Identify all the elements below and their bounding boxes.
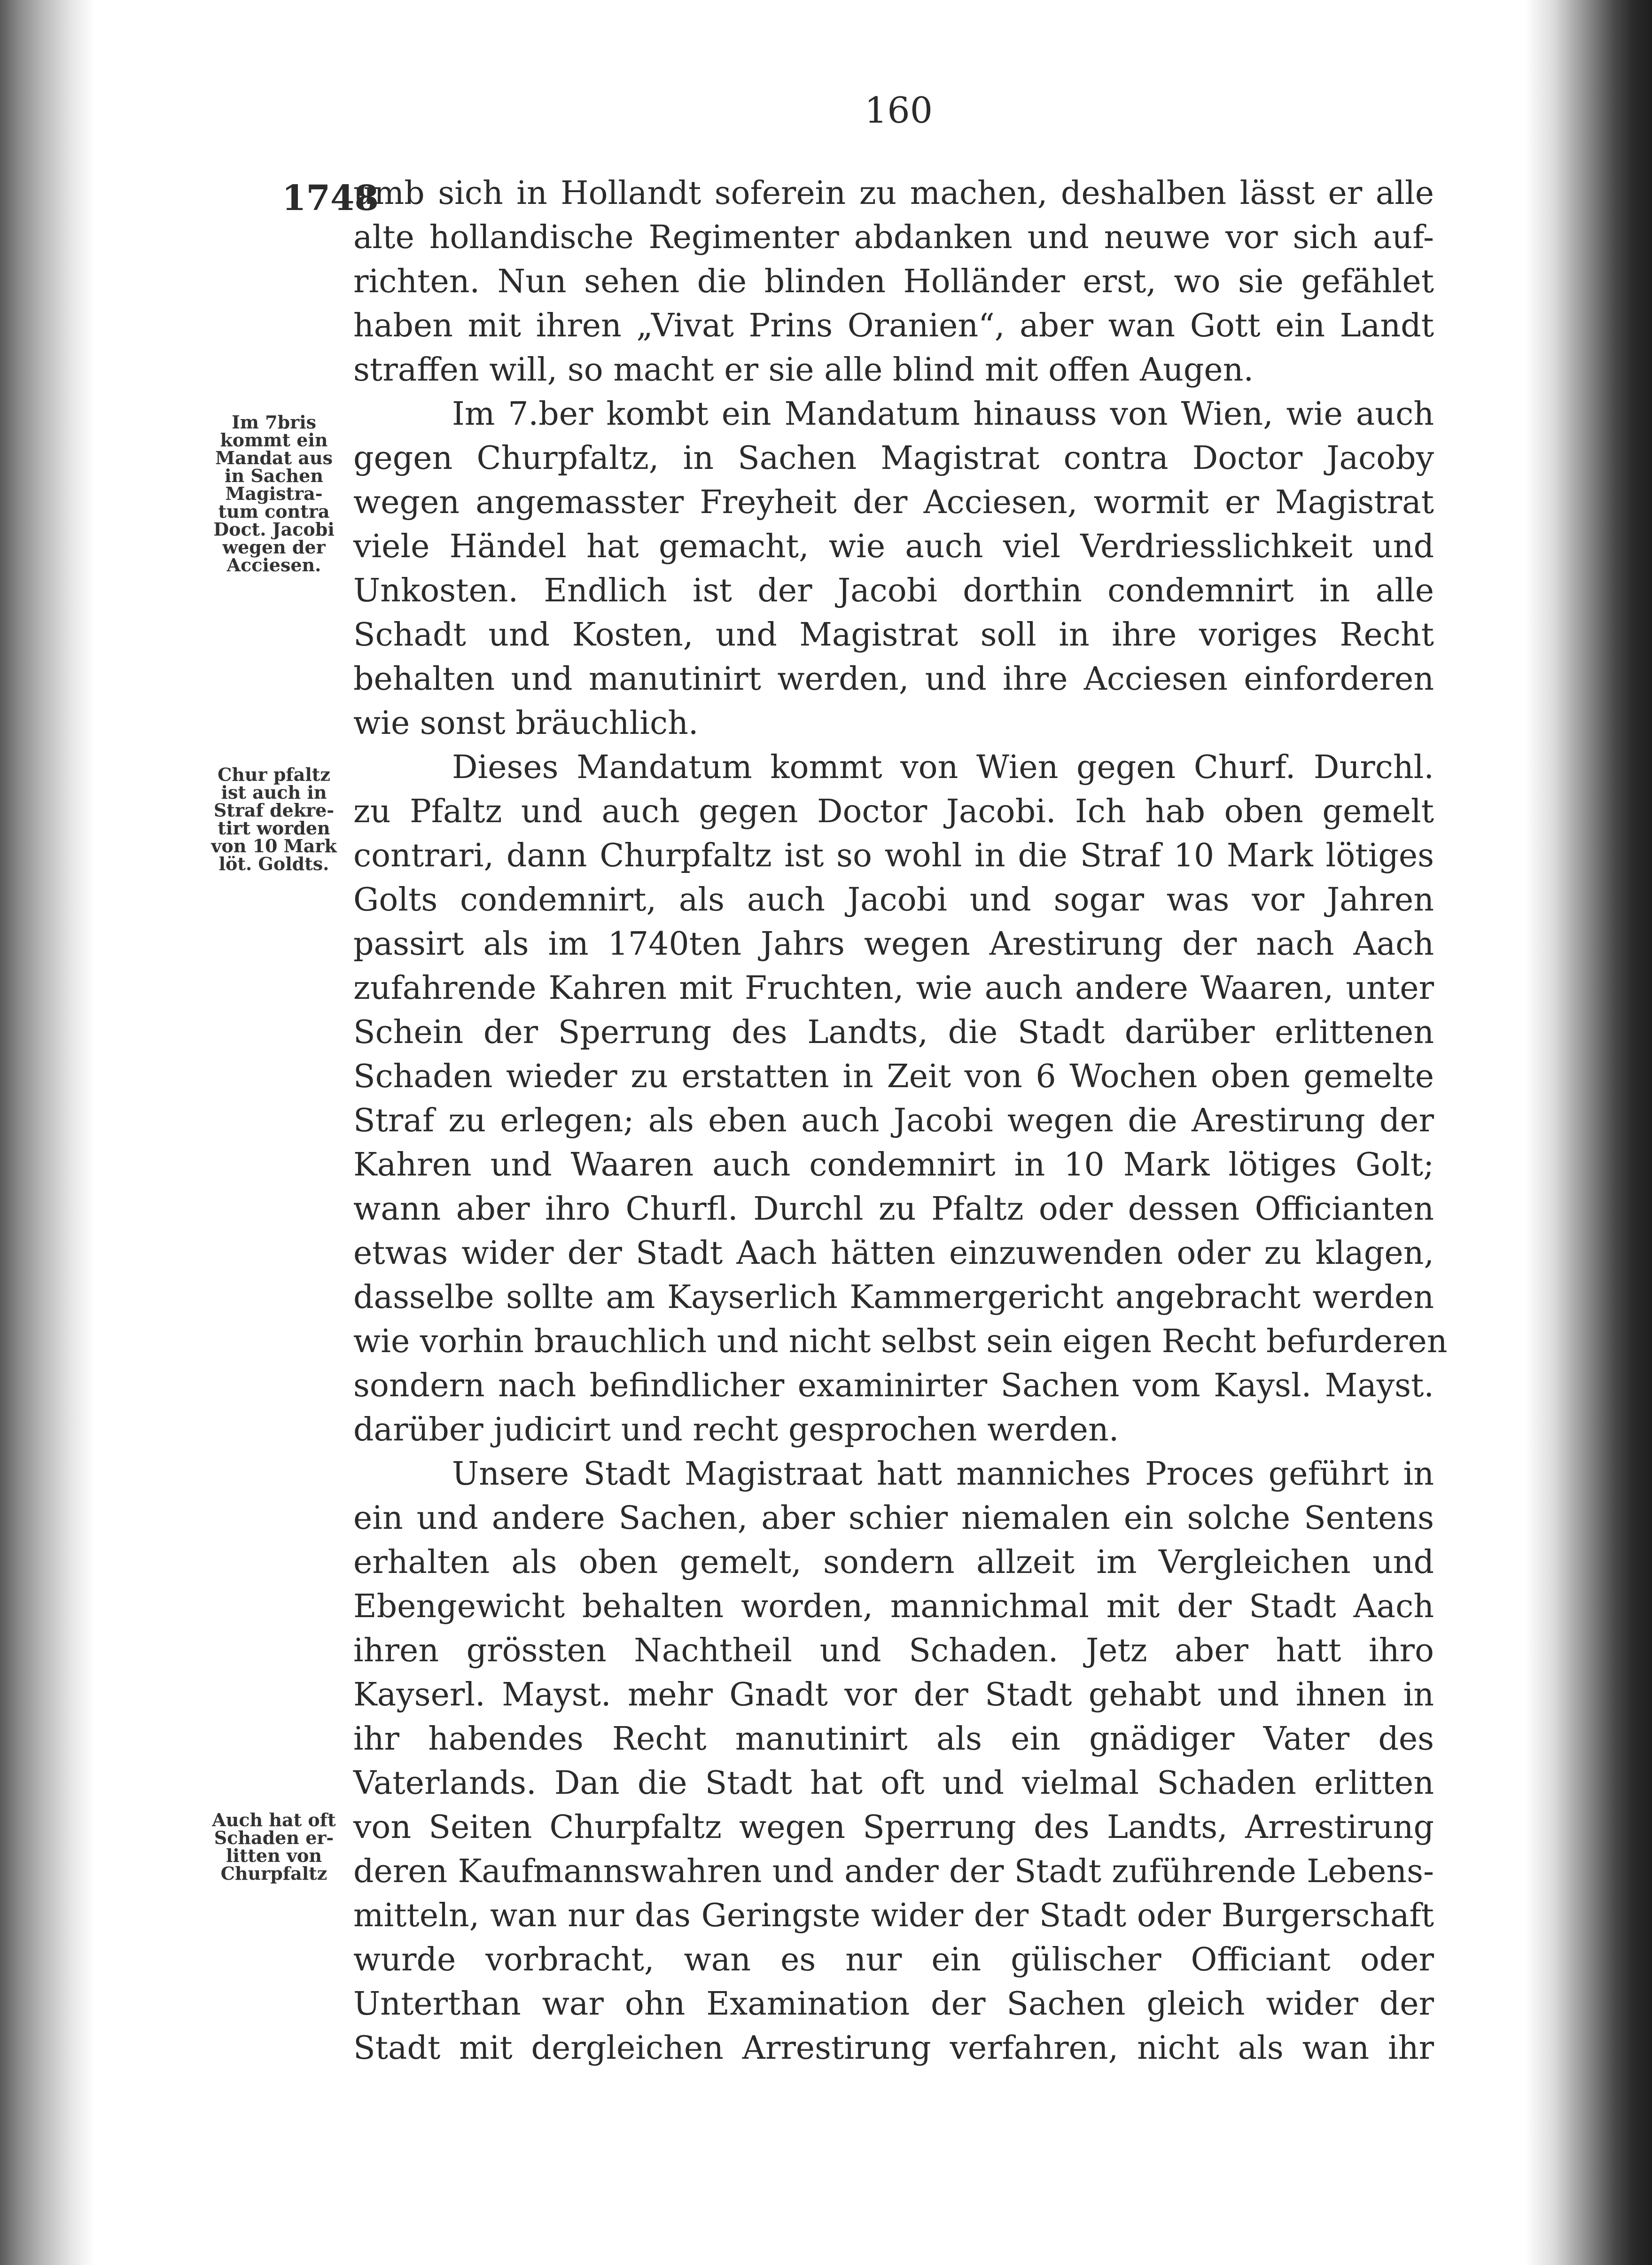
text-line: gegen Churpfaltz, in Sachen Magistrat contra Doctor Jacoby [353,440,1434,477]
margin-note-line: tum contra [218,501,330,522]
text-line: ihren grössten Nachtheil und Schaden. Jetz aber hatt ihro [353,1632,1434,1669]
text-line: viele Händel hat gemacht, wie auch viel Verdriesslichkeit und [353,528,1434,565]
text-line: Schein der Sperrung des Landts, die Stadt darüber erlittenen [353,1014,1434,1051]
text-line: Kayserl. Mayst. mehr Gnadt vor der Stadt gehabt und ihnen in [353,1676,1434,1713]
margin-note-line: Churpfaltz [220,1863,327,1884]
text-line: deren Kaufmannswahren und ander der Stadt zuführende Lebens- [353,1853,1434,1890]
text-line: Golts condemnirt, als auch Jacobi und sogar was vor Jahren [353,881,1434,918]
margin-note-line: Auch hat oft [212,1809,336,1830]
text-line: wurde vorbracht, wan es nur ein gülischer Officiant oder [353,1941,1434,1978]
text-line: erhalten als oben gemelt, sondern allzeit im Vergleichen und [353,1544,1434,1581]
text-line: passirt als im 1740ten Jahrs wegen Arestirung der nach Aach [353,926,1434,963]
text-line: Stadt mit dergleichen Arrestirung verfahren, nicht als wan ihr [353,2030,1434,2067]
text-line: sondern nach befindlicher examinirter Sachen vom Kaysl. Mayst. [353,1367,1434,1404]
margin-note-line: von 10 Mark [211,835,337,856]
margin-note-mandate [206,413,342,574]
margin-note-line: Straf dekre- [213,800,335,821]
margin-note-line: löt. Goldts. [218,853,329,874]
text-line: zufahrende Kahren mit Fruchten, wie auch andere Waaren, unter [353,970,1434,1007]
text-line: wie sonst bräuchlich. [353,705,699,742]
text-line: richten. Nun sehen die blinden Holländer erst, wo sie gefählet [353,263,1434,300]
text-line: Unterthan war ohn Examination der Sachen gleich wider der [353,1985,1434,2023]
margin-note-line: Mandat aus [215,447,333,468]
margin-note-line: kommt ein [220,429,328,451]
text-line: Schaden wieder zu erstatten in Zeit von 6 Wochen oben gemelte [353,1058,1434,1095]
margin-note-line: in Sachen [225,465,323,486]
text-line: Straf zu erlegen; als eben auch Jacobi wegen die Arestirung der [353,1102,1434,1139]
scan-binding-shadow-right [1525,0,1652,2265]
text-line: wegen angemasster Freyheit der Acciesen, wormit er Magistrat [353,484,1434,521]
margin-note-churpfaltz-penalty [206,766,342,873]
text-line: dasselbe sollte am Kayserlich Kammergericht angebracht werden [353,1279,1434,1316]
margin-note-line: Doct. Jacobi [213,519,335,540]
text-line: Unsere Stadt Magistraat hatt manniches Proces geführt in [452,1456,1434,1493]
page-number: 160 [865,89,933,131]
text-line: ihr habendes Recht manutinirt als ein gnädiger Vater des [353,1720,1434,1758]
text-line: straffen will, so macht er sie alle blind mit offen Augen. [353,351,1254,389]
text-line: darüber judicirt und recht gesprochen werden. [353,1411,1119,1448]
paragraph [353,746,1448,1452]
text-line: umb sich in Hollandt soferein zu machen, deshalben lässt er alle [353,175,1434,212]
text-line: alte hollandische Regimenter abdanken und neuwe vor sich auf- [353,219,1434,256]
text-line: Dieses Mandatum kommt von Wien gegen Churf. Durchl. [452,749,1434,786]
margin-note-line: Chur pfaltz [218,764,330,785]
text-line: ein und andere Sachen, aber schier niemalen ein solche Sentens [353,1500,1434,1537]
paragraph [353,171,1434,392]
margin-note-line: litten von [226,1845,322,1866]
margin-note-line: ist auch in [221,782,327,803]
margin-note-line: Acciesen. [226,554,321,576]
main-text [353,171,1448,2070]
margin-note-damages [206,1811,342,1883]
text-line: etwas wider der Stadt Aach hätten einzuwenden oder zu klagen, [353,1235,1434,1272]
text-line: wie vorhin brauchlich und nicht selbst sein eigen Recht befurderen [353,1323,1448,1360]
margin-note-line: tirt worden [218,817,330,839]
text-line: contrari, dann Churpfaltz ist so wohl in die Straf 10 Mark lötiges [353,837,1434,874]
text-line: behalten und manutinirt werden, und ihre Acciesen einforderen [353,661,1434,698]
text-line: Schadt und Kosten, und Magistrat soll in ihre voriges Recht [353,616,1434,654]
text-line: von Seiten Churpfaltz wegen Sperrung des Landts, Arrestirung [353,1809,1434,1846]
text-line: Im 7.ber kombt ein Mandatum hinauss von Wien, wie auch [452,396,1434,433]
text-line: zu Pfaltz und auch gegen Doctor Jacobi. Ich hab oben gemelt [353,793,1434,830]
year-marker: 1748 [282,178,379,218]
paragraph [353,392,1434,746]
paragraph [353,1452,1434,2070]
text-line: Kahren und Waaren auch condemnirt in 10 Mark lötiges Golt; [353,1146,1434,1183]
margin-note-line: Magistra- [225,483,323,504]
text-line: wann aber ihro Churfl. Durchl zu Pfaltz oder dessen Officianten [353,1191,1434,1228]
text-line: mitteln, wan nur das Geringste wider der Stadt oder Burgerschaft [353,1897,1434,1934]
margin-note-line: Im 7bris [231,412,317,433]
text-line: Ebengewicht behalten worden, mannichmal mit der Stadt Aach [353,1588,1434,1625]
text-line: haben mit ihren „Vivat Prins Oranien“, aber wan Gott ein Landt [353,307,1434,344]
margin-note-line: wegen der [222,537,326,558]
text-line: Unkosten. Endlich ist der Jacobi dorthin condemnirt in alle [353,572,1434,609]
text-line: Vaterlands. Dan die Stadt hat oft und vielmal Schaden erlitten [353,1765,1434,1802]
scan-binding-shadow-left [0,0,94,2265]
margin-note-line: Schaden er- [214,1827,334,1848]
